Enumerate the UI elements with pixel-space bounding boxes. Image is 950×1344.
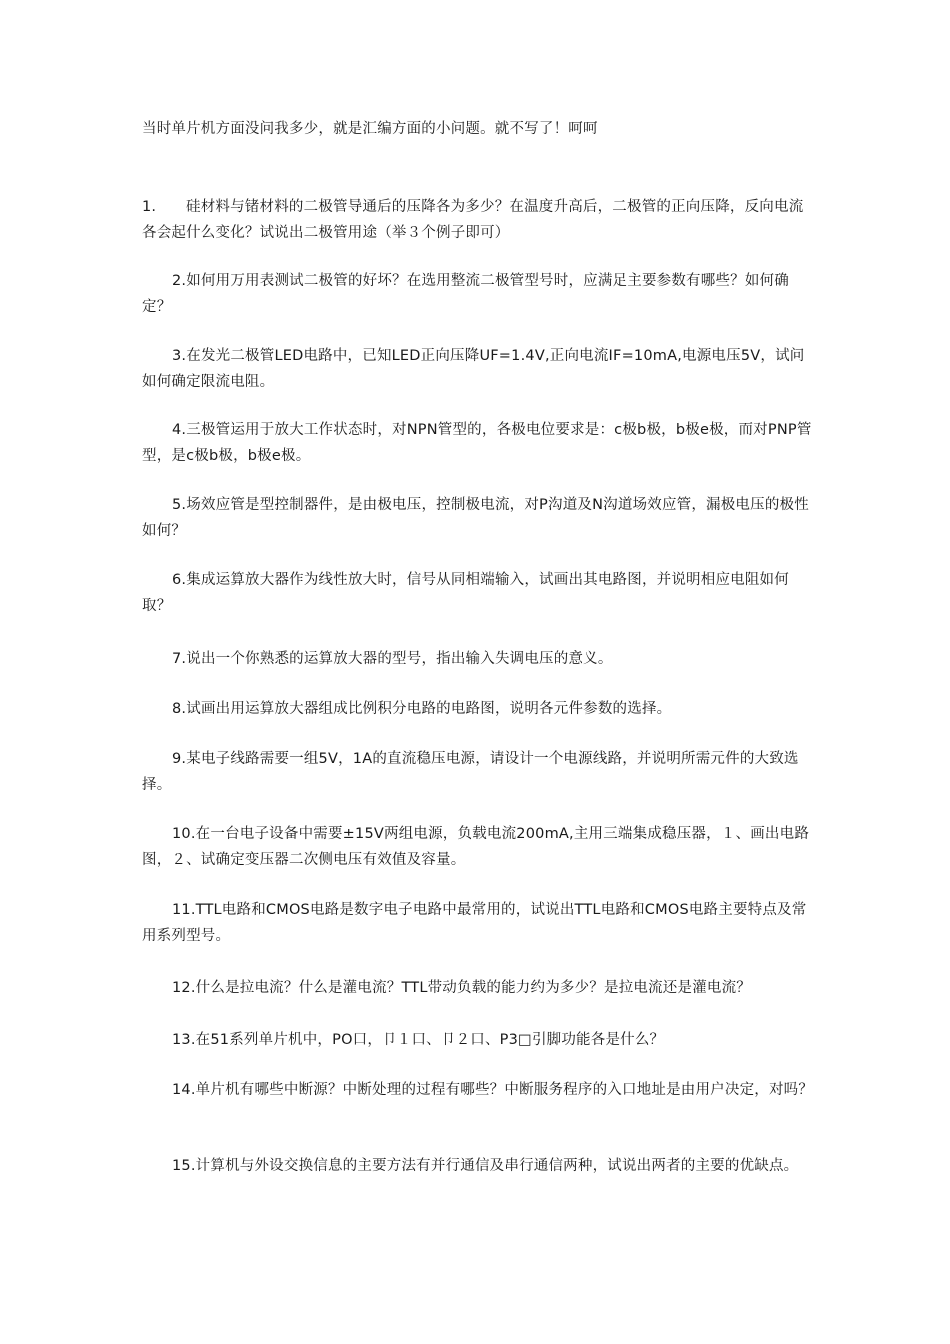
- question-text: 场效应管是型控制器件，是由极电压，控制极电流，对P沟道及N沟道场效应管，漏极电压的极性如何？: [142, 497, 809, 539]
- question-text: 某电子线路需要一组5V，1A的直流稳压电源，请设计一个电源线路，并说明所需元件的大致选择。: [142, 751, 799, 793]
- question-number: 14.: [172, 1082, 196, 1098]
- question-text: 在发光二极管LED电路中，已知LED正向压降UF=1.4V,正向电流IF=10mA,电源电压5V，试问如何确定限流电阻。: [142, 348, 805, 390]
- question-4: [142, 417, 817, 469]
- question-number: 8.: [172, 701, 187, 717]
- question-number: 2.: [172, 273, 187, 289]
- question-text: 集成运算放大器作为线性放大时，信号从同相端输入，试画出其电路图，并说明相应电阻如何取？: [142, 572, 789, 614]
- question-text: 如何用万用表测试二极管的好坏？在选用整流二极管型号时，应满足主要参数有哪些？如何确定？: [142, 273, 789, 315]
- question-9: [142, 746, 817, 798]
- question-text: TTL电路和CMOS电路是数字电子电路中最常用的，试说出TTL电路和CMOS电路主要特点及常用系列型号。: [142, 902, 807, 944]
- question-number: 12.: [172, 980, 196, 996]
- question-number: 1.: [142, 199, 157, 215]
- question-2: [142, 268, 817, 320]
- question-number: 10.: [172, 826, 196, 842]
- question-text: 三极管运用于放大工作状态时，对NPN管型的，各极电位要求是：c极b极，b极e极，而对PNP管型，是c极b极，b极e极。: [142, 422, 812, 464]
- question-5: [142, 492, 817, 544]
- question-number: 6.: [172, 572, 187, 588]
- question-number: 3.: [172, 348, 187, 364]
- question-number: 4.: [172, 422, 187, 438]
- question-text: 说出一个你熟悉的运算放大器的型号，指出输入失调电压的意义。: [186, 651, 613, 667]
- question-12: [142, 975, 817, 1001]
- question-15: [142, 1153, 817, 1179]
- question-text: 在51系列单片机中，PO口，卩１口、卩２口、P3□引脚功能各是什么？: [195, 1032, 665, 1048]
- question-8: [142, 696, 817, 722]
- question-1: [142, 194, 817, 246]
- question-text: 在一台电子设备中需要±15V两组电源，负载电流200mA,主用三端集成稳压器，１、画出电路图，２、试确定变压器二次侧电压有效值及容量。: [142, 826, 810, 868]
- question-14: [142, 1077, 817, 1103]
- question-text: 试画出用运算放大器组成比例积分电路的电路图，说明各元件参数的选择。: [186, 701, 672, 717]
- question-3: [142, 343, 817, 395]
- question-number: 15.: [172, 1158, 196, 1174]
- question-text: 硅材料与锗材料的二极管导通后的压降各为多少？在温度升高后，二极管的正向压降，反向电流各会起什么变化？试说出二极管用途（举３个例子即可）: [142, 199, 804, 241]
- question-number: 7.: [172, 651, 187, 667]
- question-number: 5.: [172, 497, 187, 513]
- question-7: [142, 646, 817, 672]
- question-text: 单片机有哪些中断源？中断处理的过程有哪些？中断服务程序的入口地址是由用户决定，对吗？: [195, 1082, 814, 1098]
- question-10: [142, 821, 817, 873]
- question-13: [142, 1027, 817, 1053]
- question-number: 11.: [172, 902, 196, 918]
- question-number: 9.: [172, 751, 187, 767]
- question-11: [142, 897, 817, 949]
- question-6: [142, 567, 817, 619]
- intro-paragraph: 当时单片机方面没问我多少，就是汇编方面的小问题。就不写了！呵呵: [142, 121, 598, 137]
- question-text: 计算机与外设交换信息的主要方法有并行通信及串行通信两种，试说出两者的主要的优缺点。: [195, 1158, 799, 1174]
- question-number: 13.: [172, 1032, 196, 1048]
- question-text: 什么是拉电流？什么是灌电流？TTL带动负载的能力约为多少？是拉电流还是灌电流？: [195, 980, 752, 996]
